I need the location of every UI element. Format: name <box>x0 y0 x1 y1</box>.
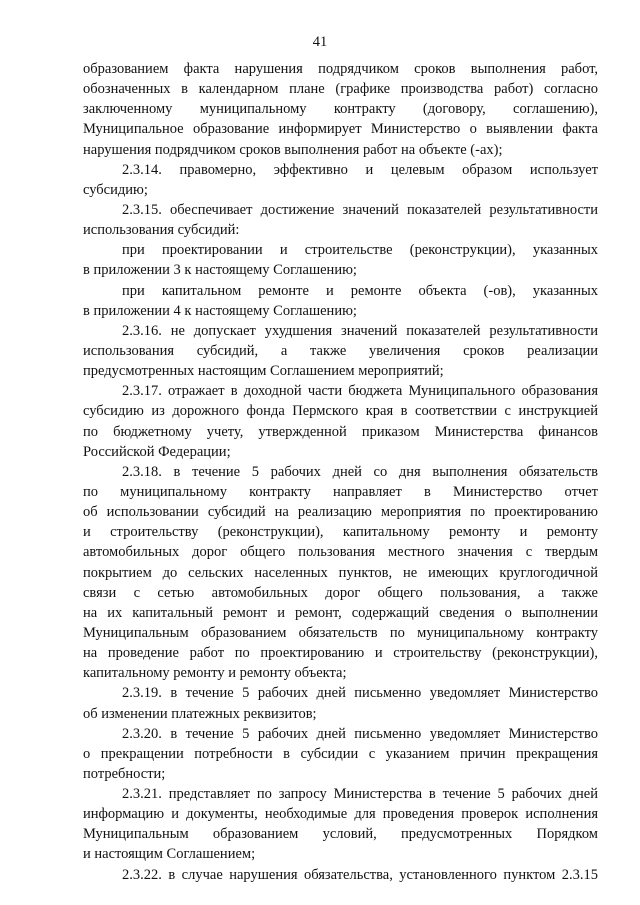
text-line: предусмотренных настоящим Соглашением мероприятий; <box>83 363 444 380</box>
text-line: 2.3.14. правомерно, эффективно и целевым образом использует <box>122 161 598 178</box>
text-line: по бюджетному учету, утвержденной приказом Министерства финансов <box>83 423 598 440</box>
text-line: субсидию из дорожного фонда Пермского края в соответствии с инструкцией <box>83 403 598 420</box>
text-line: об изменении платежных реквизитов; <box>83 705 317 722</box>
text-line: субсидию; <box>83 181 148 198</box>
text-line: об использовании субсидий на реализацию мероприятия по проектированию <box>83 504 598 521</box>
text-line: информацию и документы, необходимые для проведения проверок исполнения <box>83 806 598 823</box>
text-line: использования субсидий: <box>83 222 240 239</box>
text-line: 2.3.22. в случае нарушения обязательства, установленного пунктом 2.3.15 <box>122 866 598 883</box>
document-body <box>83 59 598 885</box>
text-line: на их капитальный ремонт и ремонт, содержащий сведения о выполнении <box>83 604 598 621</box>
text-line: обозначенных в календарном плане (графике производства работ) согласно <box>83 81 598 98</box>
text-line: 2.3.15. обеспечивает достижение значений показателей результативности <box>122 201 598 218</box>
text-line: нарушения подрядчиком сроков выполнения работ на объекте (-ах); <box>83 141 503 158</box>
text-line: использования субсидий, а также увеличения сроков реализации <box>83 342 598 359</box>
text-line: капитальному ремонту и ремонту объекта; <box>83 665 347 682</box>
text-line: при проектировании и строительстве (реконструкции), указанных <box>122 242 598 259</box>
text-line: 2.3.17. отражает в доходной части бюджета Муниципального образования <box>122 383 598 400</box>
text-line: при капитальном ремонте и ремонте объекта (-ов), указанных <box>122 282 598 299</box>
text-line: образованием факта нарушения подрядчиком сроков выполнения работ, <box>83 61 598 77</box>
text-line: в приложении 3 к настоящему Соглашению; <box>83 262 357 279</box>
text-line: и настоящим Соглашением; <box>83 846 256 863</box>
text-line: Муниципальным образованием условий, предусмотренных Порядком <box>83 826 598 843</box>
page-number: 41 <box>312 34 328 50</box>
text-line: заключенному муниципальному контракту (договору, соглашению), <box>83 101 598 118</box>
text-line: 2.3.19. в течение 5 рабочих дней письменно уведомляет Министерство <box>122 685 598 702</box>
text-line: связи с сетью автомобильных дорог общего пользования, а также <box>83 584 598 601</box>
text-line: 2.3.20. в течение 5 рабочих дней письменно уведомляет Министерство <box>122 725 598 742</box>
text-line: автомобильных дорог общего пользования местного значения с твердым <box>83 544 598 561</box>
text-line: Муниципальным образованием обязательств по муниципальному контракту <box>83 624 598 641</box>
text-line: 2.3.16. не допускает ухудшения значений показателей результативности <box>122 322 598 339</box>
text-line: по муниципальному контракту направляет в Министерство отчет <box>83 483 598 500</box>
text-line: и строительству (реконструкции), капитальному ремонту и ремонту <box>83 524 598 541</box>
text-line: Российской Федерации; <box>83 443 231 460</box>
text-line: 2.3.18. в течение 5 рабочих дней со дня выполнения обязательств <box>122 463 598 480</box>
text-line: покрытием до сельских населенных пунктов, не имеющих круглогодичной <box>83 564 598 581</box>
text-line: в приложении 4 к настоящему Соглашению; <box>83 302 357 319</box>
text-line: на проведение работ по проектированию и строительству (реконструкции), <box>83 645 598 662</box>
text-line: 2.3.21. представляет по запросу Министерства в течение 5 рабочих дней <box>122 786 598 803</box>
text-line: Муниципальное образование информирует Министерство о выявлении факта <box>83 121 598 138</box>
text-line: о прекращении потребности в субсидии с указанием причин прекращения <box>83 745 598 762</box>
text-line: потребности; <box>83 765 166 782</box>
